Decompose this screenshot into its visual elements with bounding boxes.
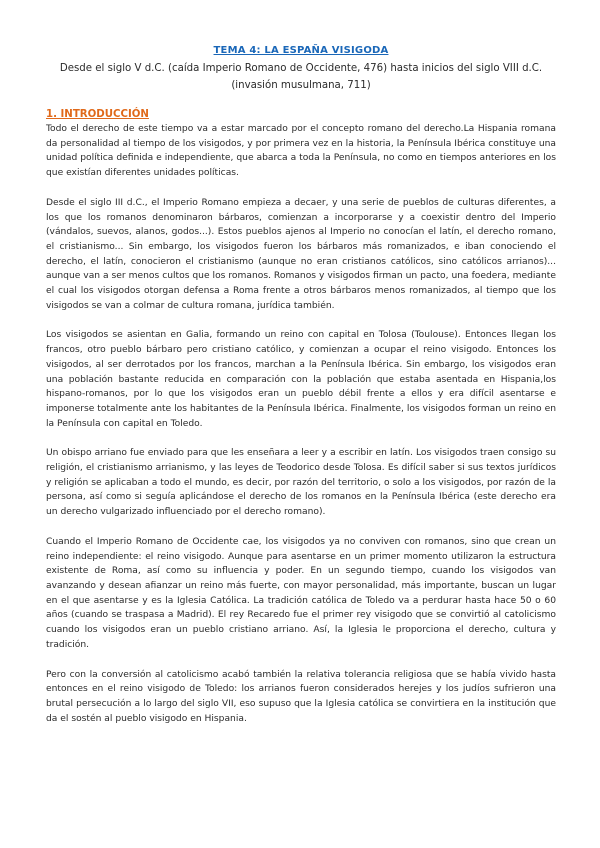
document-page — [46, 44, 556, 726]
paragraph: Pero con la conversión al catolicismo acabó también la relativa tolerancia religiosa que se había vivido hasta entonces en el reino visigodo de Toledo: los arrianos fueron considerados herejes y los judíos sufrieron una brutal persecución a lo largo del siglo VII, eso supuso que la Iglesia católica se convirtiera en la institución que da el sostén al pueblo visigodo en Hispania. — [46, 669, 556, 724]
paragraph: Cuando el Imperio Romano de Occidente cae, los visigodos ya no conviven con romanos, sino que crean un reino independiente: el reino visigodo. Aunque para asentarse en un primer momento utilizaron la estructura existente de Roma, así como su influencia y poder. En un segundo tiempo, cuando los visigodos van avanzando y desean afianzar un reino más fuerte, con mayor personalidad, más importante, buscan un lugar en el que asentarse y es la Iglesia Católica. La tradición católica de Toledo va a perdurar hasta hace 50 o 60 años (cuando se traspasa a Madrid). El rey Recaredo fue el primer rey visigodo que se convirtió al catolicismo cuando los visigodos eran un pueblo cristiano arriano. Así, la Iglesia le proporciona el derecho, cultura y tradición. — [46, 536, 556, 650]
document-subtitle: Desde el siglo V d.C. (caída Imperio Romano de Occidente, 476) hasta inicios del siglo VIII d.C. (invasión musulmana, 711) — [59, 63, 543, 91]
paragraph: Un obispo arriano fue enviado para que les enseñara a leer y a escribir en latín. Los visigodos traen consigo su religión, el cristianismo arrianismo, y las leyes de Teodorico desde Tolosa. Es difícil saber si sus textos jurídicos y religión se aplicaban a todo el mundo, es decir, por razón del territorio, o solo a los visigodos, por razón de la persona, así como si seguía aplicándose el derecho de los romanos en la Península Ibérica (este derecho era un derecho vulgarizado influenciado por el derecho romano). — [46, 448, 556, 518]
paragraph: Los visigodos se asientan en Galia, formando un reino con capital en Tolosa (Toulouse). Entonces llegan los francos, otro pueblo bárbaro pero cristiano católico, y comienzan a ocupar el reino visigodo. Entonces los visigodos, al ser derrotados por los francos, marchan a la Península Ibérica. Sin embargo, los visigodos eran una población bastante reducida en comparación con la población que estaba asentada en Hispania,los hispano-romanos, por lo que los visigodos eran un pueblo débil frente a ellos y era difícil asentarse e imponerse totalmente ante los habitantes de la Península Ibérica. Finalmente, los visigodos forman un reino en la Península con capital en Toledo. — [46, 330, 556, 429]
section-heading-introduccion: 1. INTRODUCCIÓN — [46, 109, 149, 120]
document-title: TEMA 4: LA ESPAÑA VISIGODA — [213, 45, 389, 56]
paragraph: Desde el siglo III d.C., el Imperio Romano empieza a decaer, y una serie de pueblos de culturas diferentes, a los que los romanos denominaron bárbaros, comienzan a incorporarse y a coexistir dentro del Imperio (vándalos, suevos, alanos, godos...). Estos pueblos ajenos al Imperio no conocían el latín, el derecho romano, el cristianismo... Sin embargo, los visigodos fueron los bárbaros más romanizados, e iban conociendo el derecho, el latín, conocieron el cristianismo (aunque no eran cristianos católicos, sino católicos arrianos)... aunque van a ser menos cultos que los romanos. Romanos y visigodos firman un pacto, una foedera, mediante el cual los visigodos otorgan defensa a Roma frente a otros bárbaros menos romanizados, al tiempo que los visigodos se van a colmar de cultura romana, jurídica también. — [46, 197, 556, 311]
paragraph: Todo el derecho de este tiempo va a estar marcado por el concepto romano del derecho.La Hispania romana da personalidad al tiempo de los visigodos, y por primera vez en la historia, la Península Ibérica constituye una unidad política definida e independiente, que abarca a toda la Península, no como en tiempos anteriores en los que existían diferentes unidades políticas. — [46, 124, 556, 179]
